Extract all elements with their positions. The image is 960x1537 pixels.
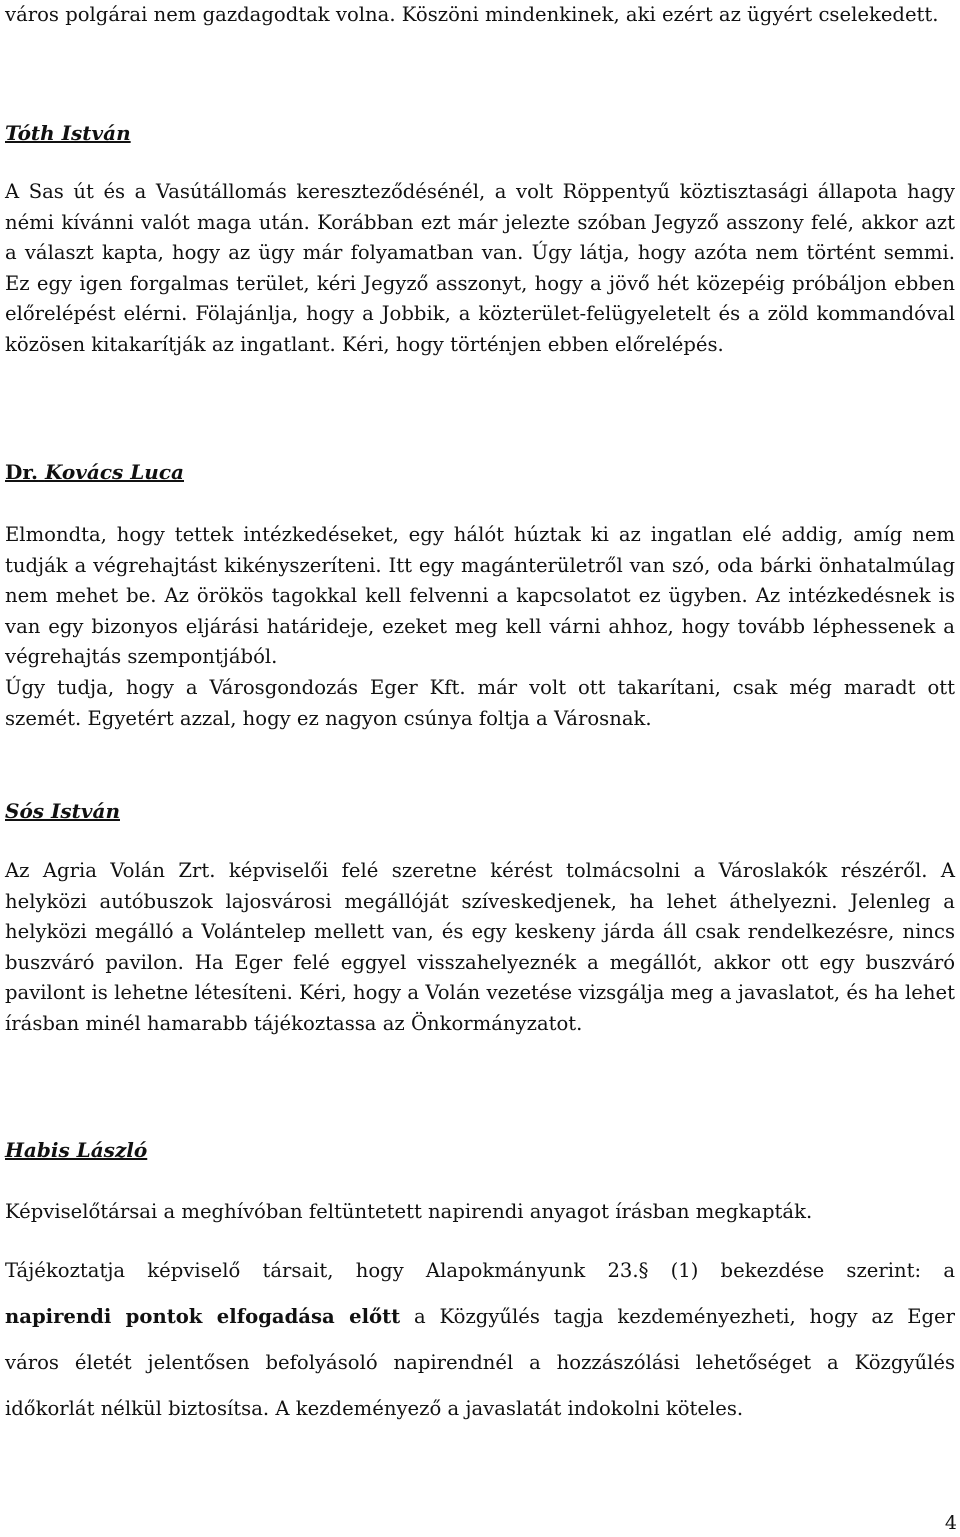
rule-text: a Közgyűlés tagja kezdeményezheti, hogy az Eger: [414, 1305, 956, 1328]
rule-line: időkorlát nélkül biztosítsa. A kezdeményező a javaslatát indokolni köteles.: [5, 1397, 744, 1420]
page-number: 4: [944, 1512, 957, 1534]
speech-paragraph: Elmondta, hogy tettek intézkedéseket, egy hálót húztak ki az ingatlan elé addig, amíg nem tudják a végrehajtást kikényszeríteni. Itt egy magánterületről van szó, oda bárki önhatalmúlag nem mehet be. Az örökös tagokkal kell felvenni a kapcsolatot ez ügyben. Az intézkedésnek is van egy bizonyos eljárási határideje, ezeket meg kell várni ahhoz, hogy tovább léphessenek a végrehajtás szempontjából.: [5, 523, 955, 668]
speech-paragraph: A Sas út és a Vasútállomás kereszteződésénél, a volt Röppentyű köztisztasági állapota hagy némi kívánni valót maga után. Korábban ezt már jelezte szóban Jegyző asszony felé, akkor azt a választ kapta, hogy az ügy már folyamatban van. Úgy látja, hogy azóta nem történt semmi. Ez egy igen forgalmas terület, kéri Jegyző asszonyt, hogy a jövő hét közepéig próbáljon ebben előrelépést elérni. Fölajánlja, hogy a Jobbik, a közterület-felügyeletelt és a zöld kommandóval közösen kitakarítják az ingatlant. Kéri, hogy történjen ebben előrelépés.: [5, 180, 955, 356]
rule-line: [5, 1302, 955, 1332]
speaker-name: [5, 457, 184, 487]
speaker-surname: Kovács Luca: [44, 460, 184, 484]
intro-paragraph: város polgárai nem gazdagodtak volna. Köszöni mindenkinek, aki ezért az ügyért cselekedett.: [5, 3, 939, 26]
rule-line: Tájékoztatja képviselő társait, hogy Alapokmányunk 23.§ (1) bekezdése szerint: a: [5, 1259, 955, 1282]
speech-paragraph: Képviselőtársai a meghívóban feltüntetett napirendi anyagot írásban megkapták.: [5, 1200, 813, 1223]
speech-paragraph: Úgy tudja, hogy a Városgondozás Eger Kft. már volt ott takarítani, csak még maradt ott szemét. Egyetért azzal, hogy ez nagyon csúnya foltja a Városnak.: [5, 676, 955, 730]
bold-phrase: napirendi pontok elfogadása előtt: [5, 1305, 401, 1328]
speaker-name: Tóth István: [5, 121, 131, 145]
speaker-name: Habis László: [5, 1138, 148, 1162]
speaker-prefix: Dr.: [5, 460, 39, 484]
speaker-name: Sós István: [5, 799, 120, 823]
rule-line: város életét jelentősen befolyásoló napirendnél a hozzászólási lehetőséget a Közgyűlés: [5, 1351, 955, 1374]
speech-paragraph: Az Agria Volán Zrt. képviselői felé szeretne kérést tolmácsolni a Városlakók részéről. A helyközi autóbuszok lajosvárosi megállóját szíveskedjenek, ha lehet áthelyezni. Jelenleg a helyközi megálló a Volántelep mellett van, és egy keskeny járda áll csak rendelkezésre, nincs buszváró pavilon. Ha Eger felé eggyel visszahelyeznék a megállót, akkor ott egy buszváró pavilont is lehetne létesíteni. Kéri, hogy a Volán vezetése vizsgálja meg a javaslatot, és ha lehet írásban minél hamarabb tájékoztassa az Önkormányzatot.: [5, 859, 955, 1035]
